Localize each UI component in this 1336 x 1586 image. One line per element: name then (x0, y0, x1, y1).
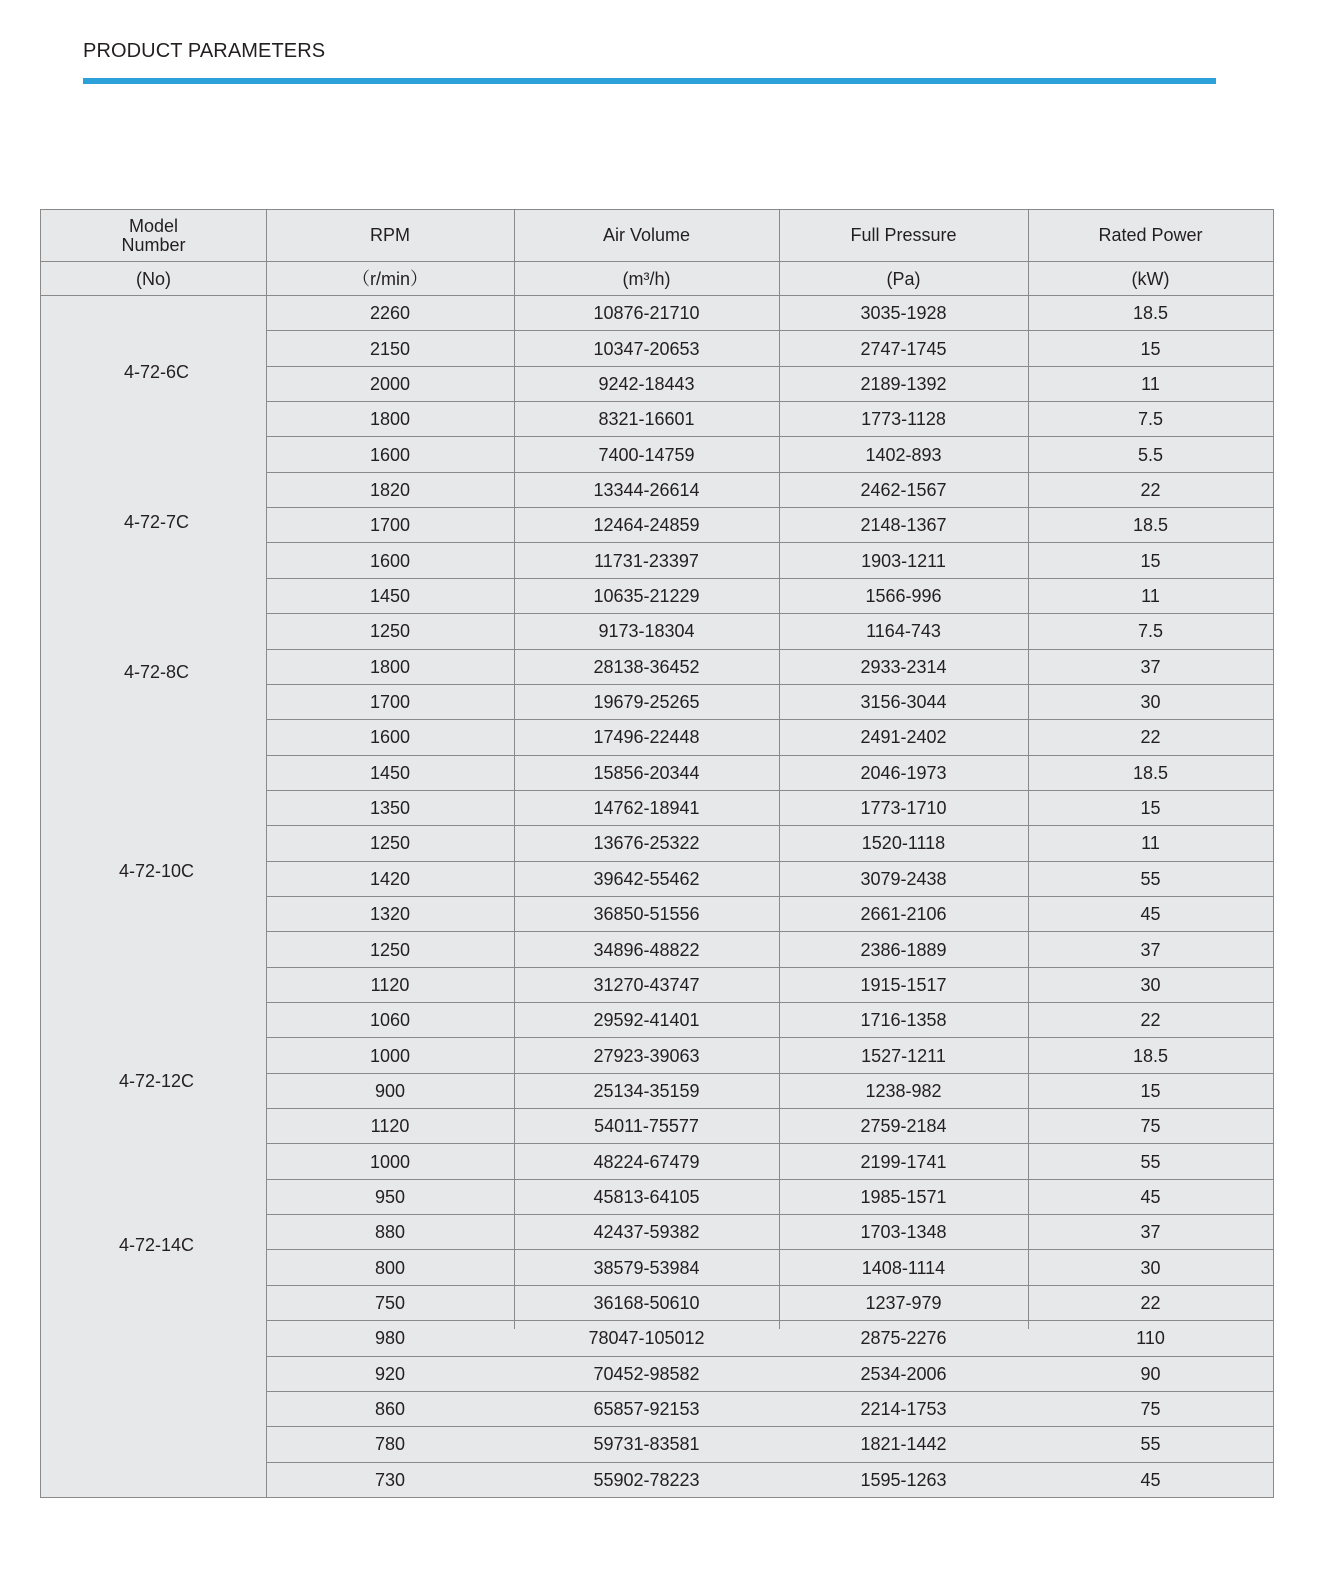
full-pressure-cell: 2534-2006 (860, 1363, 947, 1384)
air-volume-cell: 45813-64105 (593, 1186, 700, 1207)
rated-power-cell: 22 (1140, 1293, 1161, 1314)
rated-power-cell: 5.5 (1137, 444, 1164, 465)
rated-power-cell: 55 (1140, 1434, 1161, 1455)
full-pressure-cell: 3156-3044 (860, 692, 947, 713)
model-number-cell: 4-72-8C (123, 661, 190, 682)
rpm-cell: 1700 (369, 692, 411, 713)
full-pressure-cell: 2462-1567 (860, 479, 947, 500)
full-pressure-cell: 1985-1571 (860, 1186, 947, 1207)
rated-power-cell: 30 (1140, 1257, 1161, 1278)
column-unit-4: (Pa) (886, 268, 921, 289)
full-pressure-cell: 1595-1263 (860, 1469, 947, 1490)
column-header-4: Full Pressure (850, 225, 957, 246)
air-volume-cell: 48224-67479 (593, 1151, 700, 1172)
full-pressure-cell: 1164-743 (866, 621, 941, 642)
rated-power-cell: 18.5 (1132, 762, 1169, 783)
rated-power-cell: 55 (1140, 868, 1161, 889)
rpm-cell: 1800 (369, 656, 411, 677)
rated-power-cell: 18.5 (1132, 1045, 1169, 1066)
title-underline (83, 78, 1216, 84)
air-volume-cell: 34896-48822 (593, 939, 700, 960)
rated-power-cell: 7.5 (1137, 409, 1164, 430)
air-volume-cell: 29592-41401 (593, 1010, 700, 1031)
model-number-cell: 4-72-7C (123, 511, 190, 532)
column-header-2: RPM (370, 225, 410, 246)
rated-power-cell: 55 (1140, 1151, 1161, 1172)
column-header-3: Air Volume (602, 225, 691, 246)
air-volume-cell: 12464-24859 (593, 515, 700, 536)
rpm-cell: 2150 (369, 338, 411, 359)
rated-power-cell: 11 (1141, 586, 1160, 607)
air-volume-cell: 7400-14759 (598, 444, 695, 465)
rpm-cell: 2000 (369, 373, 411, 394)
full-pressure-cell: 1408-1114 (861, 1257, 946, 1278)
air-volume-cell: 19679-25265 (593, 692, 700, 713)
rpm-cell: 1800 (369, 409, 411, 430)
page-title: PRODUCT PARAMETERS (83, 40, 326, 62)
rpm-cell: 1320 (369, 904, 411, 925)
full-pressure-cell: 1915-1517 (860, 974, 947, 995)
rated-power-cell: 15 (1140, 338, 1161, 359)
rated-power-cell: 45 (1140, 1469, 1161, 1490)
rpm-cell: 920 (374, 1363, 406, 1384)
rpm-cell: 1450 (369, 586, 411, 607)
rpm-cell: 1000 (369, 1045, 411, 1066)
rated-power-cell: 15 (1140, 1080, 1161, 1101)
rpm-cell: 1820 (369, 479, 411, 500)
full-pressure-cell: 2875-2276 (860, 1328, 947, 1349)
full-pressure-cell: 2759-2184 (860, 1116, 947, 1137)
rated-power-cell: 110 (1136, 1328, 1165, 1349)
full-pressure-cell: 1903-1211 (861, 550, 946, 571)
full-pressure-cell: 1716-1358 (860, 1010, 947, 1031)
air-volume-cell: 8321-16601 (598, 409, 695, 430)
rated-power-cell: 45 (1140, 904, 1161, 925)
full-pressure-cell: 1703-1348 (860, 1222, 947, 1243)
air-volume-cell: 54011-75577 (594, 1116, 699, 1137)
rated-power-cell: 11 (1141, 373, 1160, 394)
full-pressure-cell: 2046-1973 (860, 762, 947, 783)
full-pressure-cell: 1773-1128 (861, 409, 946, 430)
air-volume-cell: 14762-18941 (593, 798, 700, 819)
rated-power-cell: 18.5 (1132, 515, 1169, 536)
rpm-cell: 1060 (369, 1010, 411, 1031)
column-unit-1: (No) (136, 268, 171, 289)
rated-power-cell: 18.5 (1132, 303, 1169, 324)
air-volume-cell: 31270-43747 (593, 974, 700, 995)
air-volume-cell: 17496-22448 (593, 727, 700, 748)
full-pressure-cell: 2214-1753 (860, 1399, 947, 1420)
full-pressure-cell: 1527-1211 (861, 1045, 946, 1066)
full-pressure-cell: 1238-982 (865, 1080, 942, 1101)
rpm-cell: 1600 (369, 727, 411, 748)
column-header-1: Model Number (121, 215, 186, 255)
rpm-cell: 1120 (370, 1116, 410, 1137)
rpm-cell: 1250 (369, 621, 411, 642)
column-unit-2: （r/min） (352, 268, 428, 289)
rpm-cell: 1120 (370, 974, 410, 995)
rated-power-cell: 45 (1140, 1186, 1161, 1207)
full-pressure-cell: 2491-2402 (860, 727, 947, 748)
model-number-cell: 4-72-12C (118, 1070, 195, 1091)
rpm-cell: 800 (374, 1257, 406, 1278)
rpm-cell: 780 (374, 1434, 406, 1455)
rated-power-cell: 15 (1140, 550, 1161, 571)
full-pressure-cell: 2661-2106 (860, 904, 947, 925)
rpm-cell: 1600 (369, 550, 411, 571)
air-volume-cell: 9173-18304 (598, 621, 695, 642)
full-pressure-cell: 2148-1367 (860, 515, 947, 536)
air-volume-cell: 13676-25322 (593, 833, 700, 854)
rated-power-cell: 22 (1140, 727, 1161, 748)
rpm-cell: 2260 (369, 303, 411, 324)
full-pressure-cell: 2189-1392 (860, 373, 947, 394)
air-volume-cell: 55902-78223 (593, 1469, 700, 1490)
rated-power-cell: 15 (1140, 798, 1161, 819)
rated-power-cell: 90 (1140, 1363, 1161, 1384)
air-volume-cell: 9242-18443 (598, 373, 695, 394)
rpm-cell: 1350 (369, 798, 411, 819)
rpm-cell: 730 (374, 1469, 406, 1490)
rpm-cell: 860 (374, 1399, 406, 1420)
rated-power-cell: 37 (1140, 939, 1161, 960)
rpm-cell: 1450 (369, 762, 411, 783)
rpm-cell: 880 (374, 1222, 406, 1243)
full-pressure-cell: 1520-1118 (861, 833, 946, 854)
full-pressure-cell: 3079-2438 (860, 868, 947, 889)
rpm-cell: 1700 (369, 515, 411, 536)
rated-power-cell: 22 (1140, 1010, 1161, 1031)
model-number-cell: 4-72-6C (123, 361, 190, 382)
full-pressure-cell: 1237-979 (865, 1293, 942, 1314)
rated-power-cell: 75 (1140, 1116, 1161, 1137)
rpm-cell: 950 (374, 1186, 406, 1207)
rated-power-cell: 37 (1140, 1222, 1161, 1243)
air-volume-cell: 25134-35159 (593, 1080, 700, 1101)
air-volume-cell: 65857-92153 (593, 1399, 700, 1420)
rpm-cell: 1250 (369, 939, 411, 960)
full-pressure-cell: 2386-1889 (860, 939, 947, 960)
full-pressure-cell: 2747-1745 (860, 338, 947, 359)
air-volume-cell: 36168-50610 (593, 1293, 700, 1314)
air-volume-cell: 27923-39063 (593, 1045, 700, 1066)
air-volume-cell: 70452-98582 (593, 1363, 700, 1384)
full-pressure-cell: 2933-2314 (860, 656, 947, 677)
rpm-cell: 750 (374, 1293, 406, 1314)
rpm-cell: 980 (374, 1328, 406, 1349)
column-unit-5: (kW) (1131, 268, 1170, 289)
model-number-cell: 4-72-10C (118, 860, 195, 881)
air-volume-cell: 78047-105012 (588, 1328, 705, 1349)
air-volume-cell: 13344-26614 (593, 479, 700, 500)
rated-power-cell: 30 (1140, 692, 1161, 713)
air-volume-cell: 28138-36452 (593, 656, 700, 677)
air-volume-cell: 10347-20653 (593, 338, 700, 359)
air-volume-cell: 38579-53984 (593, 1257, 700, 1278)
air-volume-cell: 39642-55462 (593, 868, 700, 889)
rpm-cell: 1250 (369, 833, 411, 854)
air-volume-cell: 10876-21710 (593, 303, 700, 324)
air-volume-cell: 36850-51556 (593, 904, 700, 925)
air-volume-cell: 11731-23397 (594, 550, 699, 571)
full-pressure-cell: 3035-1928 (860, 303, 947, 324)
rated-power-cell: 75 (1140, 1399, 1161, 1420)
rpm-cell: 1600 (369, 444, 411, 465)
rpm-cell: 1420 (369, 868, 411, 889)
full-pressure-cell: 1821-1442 (860, 1434, 947, 1455)
rated-power-cell: 22 (1140, 479, 1161, 500)
rpm-cell: 1000 (369, 1151, 411, 1172)
rated-power-cell: 37 (1140, 656, 1161, 677)
rpm-cell: 900 (374, 1080, 406, 1101)
full-pressure-cell: 1566-996 (865, 586, 942, 607)
full-pressure-cell: 1402-893 (865, 444, 942, 465)
column-unit-3: (m³/h) (622, 268, 671, 289)
air-volume-cell: 10635-21229 (593, 586, 700, 607)
air-volume-cell: 15856-20344 (593, 762, 700, 783)
rated-power-cell: 11 (1141, 833, 1160, 854)
air-volume-cell: 42437-59382 (593, 1222, 700, 1243)
full-pressure-cell: 2199-1741 (860, 1151, 947, 1172)
rated-power-cell: 30 (1140, 974, 1161, 995)
air-volume-cell: 59731-83581 (593, 1434, 700, 1455)
parameters-table (40, 209, 1274, 1498)
full-pressure-cell: 1773-1710 (860, 798, 947, 819)
model-number-cell: 4-72-14C (118, 1234, 195, 1255)
column-header-5: Rated Power (1098, 225, 1203, 246)
rated-power-cell: 7.5 (1137, 621, 1164, 642)
